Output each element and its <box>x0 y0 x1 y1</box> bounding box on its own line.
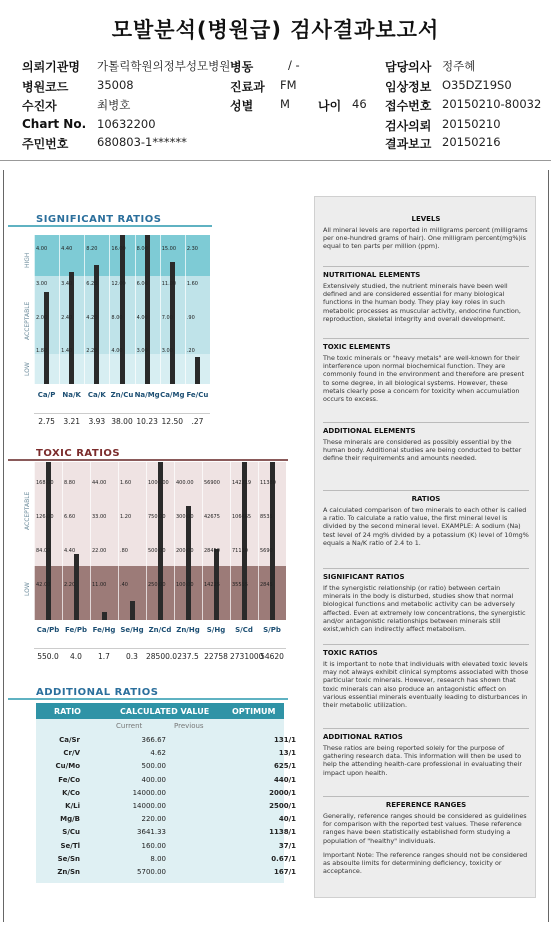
tick-label: 106665 <box>232 514 252 520</box>
ratio-current-value: 160.00 <box>141 841 166 850</box>
note-text: The toxic minerals or "heavy metals" are well-known for their interference upon normal biochemical function. They are commonly found in the environment and therefore are present to some degree, in all biological systems. However, these metals clearly pose a concern for toxicity when accumulation occurs to excess. <box>323 354 525 404</box>
tick-label: .80 <box>120 548 128 554</box>
ratio-value: 1.7 <box>98 652 110 661</box>
table-row <box>36 762 296 774</box>
table-row <box>36 854 296 867</box>
ratio-name: Ca/Sr <box>59 736 80 744</box>
ratio-name: K/Li <box>65 802 80 810</box>
section-underline <box>8 225 212 227</box>
info-value: 10632200 <box>97 117 156 131</box>
ratio-bar <box>130 601 135 620</box>
note-divider <box>323 338 529 339</box>
note-divider <box>323 796 529 797</box>
col-optimum: OPTIMUM <box>232 707 276 716</box>
tick-label: 4.00 <box>111 348 123 354</box>
note-divider <box>323 568 529 569</box>
info-value: 20150210 <box>442 117 501 131</box>
note-text: If the synergistic relationship (or ratio) between certain minerals in the body is disturbed, studies show that normal biological functions and metabolic activity can be adversely affected. Even at extremely low concentrations, the synergistic and/or antagonistic relationships between minerals still exist,which can indirectly affect metabolism. <box>323 584 526 634</box>
ratio-current-value: 500.00 <box>141 762 166 771</box>
tick-label: 11.00 <box>92 582 107 588</box>
ratio-optimum: 0.67/1 <box>271 854 296 863</box>
tick-label: 42.00 <box>36 582 51 588</box>
tick-label: 500.00 <box>148 548 166 554</box>
ratio-optimum: 2500/1 <box>269 802 296 810</box>
ratio-value: 28500.0 <box>146 652 178 661</box>
tick-label: 3.00 <box>36 281 48 287</box>
category-label: Ca/K <box>87 391 106 399</box>
patient-info-header <box>0 0 551 158</box>
info-value: 최병호 <box>97 98 131 112</box>
reference-notes-panel <box>314 196 536 898</box>
ratio-name: S/Cu <box>62 828 80 837</box>
tick-label: 8.00 <box>111 315 123 321</box>
significant-category-row <box>34 391 210 403</box>
ratio-current-value: 366.67 <box>141 736 166 744</box>
note-text: Extensively studied, the nutrient minerals have been well defined and are considered essential for many biological functions in the human body. They play key roles in such metabolic processes as muscular activity, endocrine function, reproduction, skeletal integrity and overall development. <box>323 282 521 323</box>
ratio-value: 0.3 <box>126 652 138 661</box>
info-value: 20150210-80032 <box>442 97 542 111</box>
note-divider <box>323 490 529 491</box>
ratio-name: K/Co <box>62 788 80 797</box>
band-label-acceptable: ACCEPTABLE <box>24 491 31 530</box>
tick-label: 44.00 <box>92 480 107 486</box>
info-label: 주민번호 <box>22 137 69 151</box>
tick-label: 22.00 <box>92 548 107 554</box>
scan-edge-line <box>3 170 4 922</box>
toxic-ratios-title: TOXIC RATIOS <box>36 448 121 459</box>
ratio-value: 54620 <box>260 652 284 661</box>
tick-label: 42675 <box>204 514 220 520</box>
note-text: Generally, reference ranges should be considered as guidelines for comparison with the reported test values. These reference ranges have been statistically established form studying a population of "healthy" individuals. <box>323 812 527 845</box>
tick-label: .20 <box>186 348 195 354</box>
ratio-bar <box>145 235 150 384</box>
info-value: 가톨릭학원의정부성모병원 <box>97 59 231 73</box>
ratio-optimum: 131/1 <box>273 736 296 744</box>
note-heading: TOXIC RATIOS <box>323 649 378 657</box>
info-label: 담당의사 <box>385 60 432 74</box>
col-current: Current <box>116 722 143 730</box>
category-label: Zn/Cu <box>110 391 134 399</box>
info-label: 의뢰기관명 <box>22 60 80 74</box>
tick-label: 16.00 <box>111 246 126 252</box>
info-label: 검사의뢰 <box>385 119 432 133</box>
note-text: A calculated comparison of two minerals to each other is called a ratio. To calculate a ratio value, the first mineral level is divided by the second mineral level. EXAMPLE: A sodium (Na) test level of 24 mg% divided by a potassium (K) level of 10mg% equals a Na/K ratio of 2.4 to 1. <box>323 506 529 547</box>
ratio-current-value: 220.00 <box>141 815 166 824</box>
info-label: Chart No. <box>22 117 87 131</box>
section-underline <box>8 459 288 461</box>
tick-label: 3.00 <box>136 348 148 354</box>
tick-label: 71110 <box>232 548 248 554</box>
note-heading: ADDITIONAL RATIOS <box>323 733 403 741</box>
category-label: Zn/Hg <box>176 626 200 634</box>
tick-label: 250.00 <box>148 582 166 588</box>
tick-label: 12.00 <box>111 281 126 287</box>
info-label: 수진자 <box>22 99 57 113</box>
ratio-value: 4.0 <box>70 652 82 661</box>
tick-label: 1.20 <box>120 514 132 520</box>
tick-label: 56900 <box>204 480 220 486</box>
ratio-bar <box>69 272 74 384</box>
ratio-name: Cu/Mo <box>55 762 80 771</box>
tick-label: 1.60 <box>120 480 132 486</box>
ratio-name: Mg/B <box>60 815 80 824</box>
tick-label: 4.00 <box>36 246 48 252</box>
col-previous: Previous <box>174 722 204 730</box>
tick-label: 100.00 <box>176 582 194 588</box>
ratio-value: 38.00 <box>111 417 133 426</box>
tick-label: 33.00 <box>92 514 107 520</box>
col-ratio: RATIO <box>54 707 81 716</box>
note-text: All mineral levels are reported in milligrams percent (milligrams per one-hundred grams of hair). One milligram percent(mg%)is equal to ten parts per million (ppm). <box>323 226 528 251</box>
note-heading: LEVELS <box>411 215 441 223</box>
note-heading: NUTRITIONAL ELEMENTS <box>323 271 421 279</box>
table-row <box>36 828 296 840</box>
table-row <box>36 868 296 880</box>
tick-label: .90 <box>186 315 195 321</box>
ratio-value: 550.0 <box>37 652 59 661</box>
tick-label: 1000.00 <box>148 480 169 486</box>
category-label: Zn/Cd <box>148 626 172 634</box>
ratio-optimum: 625/1 <box>273 762 296 771</box>
ratio-value: 3.93 <box>88 417 106 426</box>
toxic-ratios-chart <box>34 462 286 620</box>
tick-label: 15.00 <box>161 246 177 252</box>
band-label-low: LOW <box>24 362 31 376</box>
tick-label: 168.00 <box>36 480 54 486</box>
tick-label: 8535 <box>260 514 273 520</box>
table-row <box>36 841 296 854</box>
tick-label: 4.00 <box>136 315 148 321</box>
note-heading: REFERENCE RANGES <box>385 801 467 809</box>
tick-label: 4.20 <box>86 315 98 321</box>
additional-table-body <box>36 719 296 883</box>
note-heading: RATIOS <box>411 495 441 503</box>
tick-label: 8.20 <box>86 246 98 252</box>
info-label: 나이 <box>318 99 342 113</box>
band-label-acceptable: ACCEPTABLE <box>24 301 31 340</box>
tick-label: 2.30 <box>186 246 198 252</box>
ratio-value: 22758 <box>204 652 228 661</box>
tick-label: 6.60 <box>64 514 76 520</box>
tick-label: 6.20 <box>86 281 98 287</box>
ratio-current-value: 400.00 <box>141 775 166 784</box>
note-divider <box>323 644 529 645</box>
ratio-name: Fe/Co <box>58 775 80 784</box>
scan-edge-line <box>548 170 549 922</box>
tick-label: 35555 <box>232 582 248 588</box>
tick-label: 7.00 <box>161 315 173 321</box>
ratio-optimum: 2000/1 <box>269 788 296 797</box>
tick-label: 11380 <box>260 480 276 486</box>
note-heading: TOXIC ELEMENTS <box>323 343 391 351</box>
note-text: It is important to note that individuals with elevated toxic levels may not always exhibit clinical symptoms associated with those particular toxic minerals. However, research has shown that toxic minerals can also produce an antagonistic effect on various essential minerals eventually leading to disturbances in their metabolic utilization. <box>323 660 529 710</box>
note-text: Important Note: The reference ranges should not be considered as absoulte limits for determining deficiency, toxicity or acceptance. <box>323 851 528 876</box>
ratio-name: Cr/V <box>63 749 80 758</box>
note-heading: SIGNIFICANT RATIOS <box>323 573 405 581</box>
additional-table-header <box>36 703 284 719</box>
info-value: O35DZ19S0 <box>442 78 512 92</box>
ratio-bar <box>44 292 49 384</box>
category-label: Ca/P <box>37 391 56 399</box>
info-label: 접수번호 <box>385 99 432 113</box>
table-row <box>36 775 296 788</box>
ratio-optimum: 13/1 <box>278 749 296 758</box>
table-row <box>36 736 296 748</box>
tick-label: 300.00 <box>176 514 194 520</box>
tick-label: 5690 <box>260 548 273 554</box>
tick-label: 14225 <box>204 582 220 588</box>
category-label: S/Hg <box>206 626 226 634</box>
col-calculated: CALCULATED VALUE <box>120 707 210 716</box>
toxic-value-row <box>34 648 286 660</box>
info-value: 정주혜 <box>442 59 476 73</box>
category-label: Fe/Cu <box>186 391 209 399</box>
ratio-optimum: 1138/1 <box>269 828 296 837</box>
ratio-current-value: 14000.00 <box>132 788 166 797</box>
additional-ratios-title: ADDITIONAL RATIOS <box>36 687 159 698</box>
report-title: 모발분석(병원급) 검사결과보고서 <box>111 18 440 42</box>
tick-label: 84.00 <box>36 548 51 554</box>
section-underline <box>8 698 288 700</box>
tick-label: 126.00 <box>36 514 54 520</box>
tick-label: 2.20 <box>86 348 98 354</box>
info-value: 46 <box>352 97 367 111</box>
tick-label: 8.00 <box>136 246 148 252</box>
tick-label: 1.40 <box>61 348 73 354</box>
category-label: Na/Mg <box>134 391 160 399</box>
ratio-optimum: 167/1 <box>273 868 296 876</box>
tick-label: 6.00 <box>136 281 148 287</box>
info-label: 병동 <box>230 60 254 74</box>
toxic-category-row <box>34 626 286 638</box>
info-label: 진료과 <box>230 80 265 94</box>
ratio-value: 237.5 <box>177 652 199 661</box>
category-label: Na/K <box>62 391 81 399</box>
tick-label: 28450 <box>204 548 220 554</box>
significant-ratios-title: SIGNIFICANT RATIOS <box>36 214 162 225</box>
ratio-value: 3.21 <box>63 417 81 426</box>
category-label: Ca/Mg <box>160 391 185 399</box>
info-label: 결과보고 <box>385 137 432 151</box>
ratio-value: .27 <box>191 417 204 426</box>
band-label-low: LOW <box>24 582 31 596</box>
ratio-name: Se/Tl <box>60 841 80 850</box>
tick-label: 3.40 <box>61 281 73 287</box>
table-row <box>36 802 296 814</box>
tick-label: 142219 <box>232 480 252 486</box>
info-value: 680803-1****** <box>97 135 187 149</box>
tick-label: 2.00 <box>36 315 48 321</box>
info-label: 성별 <box>230 99 254 113</box>
ratio-optimum: 37/1 <box>278 841 296 850</box>
category-label: Fe/Hg <box>92 626 116 634</box>
ratio-optimum: 40/1 <box>278 815 296 824</box>
tick-label: 2.40 <box>61 315 73 321</box>
ratio-current-value: 8.00 <box>150 854 166 863</box>
ratio-name: Zn/Sn <box>57 868 80 876</box>
significant-ratios-chart <box>34 235 210 384</box>
ratio-name: Se/Sn <box>57 854 80 863</box>
info-value: / - <box>288 58 300 72</box>
ratio-current-value: 14000.00 <box>132 802 166 810</box>
ratio-value: 10.23 <box>136 417 158 426</box>
note-divider <box>323 728 529 729</box>
ratio-current-value: 3641.33 <box>137 828 166 837</box>
table-row <box>36 815 296 827</box>
category-label: S/Pb <box>263 626 281 634</box>
tick-label: 8.80 <box>64 480 76 486</box>
ratio-bar <box>120 235 125 384</box>
note-divider <box>323 422 529 423</box>
note-text: These minerals are considered as possibly essential by the human body. Additional studies are being conducted to better define their requirements and amounts needed. <box>323 438 522 463</box>
ratio-bar <box>195 357 200 384</box>
tick-label: 4.40 <box>61 246 73 252</box>
note-heading: ADDITIONAL ELEMENTS <box>323 427 416 435</box>
table-row <box>36 788 296 801</box>
note-text: These ratios are being reported solely for the purpose of gathering research data. This information will then be used to help the attending health-care professional in evaluating their impact upon health. <box>323 744 522 777</box>
tick-label: 2845 <box>260 582 273 588</box>
info-value: 20150216 <box>442 135 501 149</box>
category-label: Fe/Pb <box>65 626 87 634</box>
significant-value-row <box>34 413 210 425</box>
band-label-high: HIGH <box>24 252 31 268</box>
ratio-value: 12.50 <box>161 417 184 426</box>
tick-label: 400.00 <box>176 480 194 486</box>
tick-label: 1.60 <box>186 281 198 287</box>
ratio-optimum: 440/1 <box>273 775 296 784</box>
ratio-bar <box>186 506 191 620</box>
tick-label: 1.80 <box>36 348 48 354</box>
header-divider <box>0 160 551 161</box>
tick-label: 2.20 <box>64 582 76 588</box>
ratio-current-value: 4.62 <box>150 749 166 758</box>
ratio-value: 2731000 <box>230 652 264 661</box>
ratio-bar <box>102 612 107 620</box>
info-value: M <box>280 97 290 111</box>
tick-label: .40 <box>120 582 128 588</box>
tick-label: 4.40 <box>64 548 76 554</box>
tick-label: 750.00 <box>148 514 166 520</box>
category-label: Se/Hg <box>120 626 144 634</box>
tick-label: 200.00 <box>176 548 194 554</box>
info-value: 35008 <box>97 78 134 92</box>
info-label: 병원코드 <box>22 80 69 94</box>
info-value: FM <box>280 78 297 92</box>
ratio-current-value: 5700.00 <box>137 868 166 876</box>
tick-label: 3.00 <box>161 348 173 354</box>
category-label: Ca/Pb <box>36 626 60 634</box>
category-label: S/Cd <box>235 626 253 634</box>
table-row <box>36 749 296 761</box>
note-divider <box>323 266 529 267</box>
tick-label: 11.00 <box>161 281 177 287</box>
info-label: 임상정보 <box>385 80 432 94</box>
ratio-value: 2.75 <box>38 417 55 426</box>
